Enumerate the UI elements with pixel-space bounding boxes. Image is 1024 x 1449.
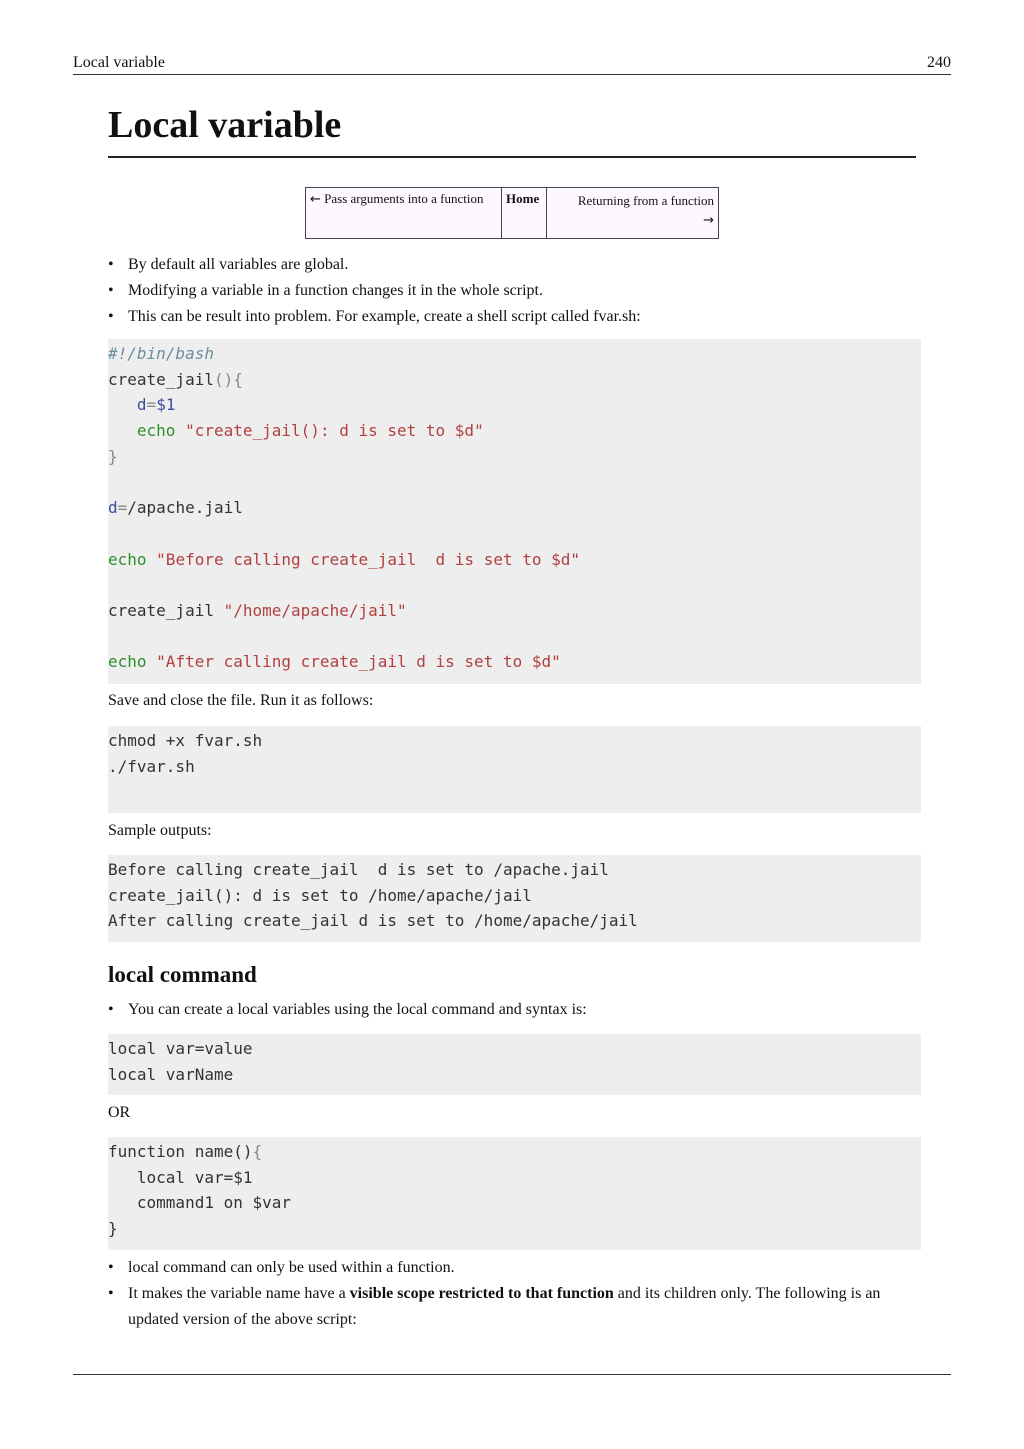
page-content: [108, 100, 921, 1328]
intro-bullet-list: [108, 252, 921, 330]
code-func-name: create_jail: [108, 369, 214, 389]
bold-phrase: visible scope restricted to that function: [349, 1285, 614, 1302]
nav-next-link[interactable]: [547, 188, 718, 238]
list-item: • local command can only be used within a function.: [108, 1255, 908, 1281]
nav-next-label: Returning from a function: [577, 193, 714, 208]
local-bullet-list: [108, 997, 921, 1023]
code-block-local-syntax: local var=value local varName: [108, 1034, 921, 1095]
nav-prev-label: Pass arguments into a function: [324, 191, 484, 206]
or-label: OR: [108, 1104, 131, 1121]
header-section-title: Local variable: [73, 54, 165, 71]
code-func-parens: (){: [213, 369, 243, 389]
code-string: "create_jail(): d is set to $d": [185, 421, 484, 441]
code-block-function: function name(){ local var=$1 command1 on $var }: [108, 1137, 921, 1250]
arrow-left-icon: ←: [310, 192, 321, 207]
code-var: d: [136, 395, 147, 415]
code-shebang: #!/bin/bash: [108, 344, 214, 363]
code-block-run: chmod +x fvar.sh ./fvar.sh: [108, 726, 921, 813]
list-item: • This can be result into problem. For example, create a shell script called fvar.sh:: [108, 304, 921, 330]
running-header: [73, 50, 951, 75]
list-item: • You can create a local variables using the local command and syntax is:: [108, 997, 921, 1023]
list-item: • Modifying a variable in a function changes it in the whole script.: [108, 278, 921, 304]
footer-rule: [73, 1374, 951, 1375]
section-heading-local-command: local command: [108, 962, 257, 987]
final-bullet-list: [108, 1255, 908, 1333]
arrow-right-icon: →: [703, 213, 714, 228]
save-instructions: Save and close the file. Run it as follows:: [108, 692, 374, 709]
navigation-box: [305, 187, 719, 239]
nav-home-link[interactable]: Home: [502, 188, 547, 238]
page-title: Local variable: [108, 100, 916, 158]
header-page-number: 240: [927, 54, 951, 71]
list-item: • By default all variables are global.: [108, 252, 921, 278]
code-block-output: Before calling create_jail d is set to /apache.jail create_jail(): d is set to /home/apache/jail After calling create_jail d is set to /home/apache/jail: [108, 855, 921, 942]
list-item: • It makes the variable name have a visible scope restricted to that function and its children only. The following is an updated version of the above script:: [108, 1281, 908, 1333]
sample-outputs-label: Sample outputs:: [108, 822, 212, 839]
nav-prev-link[interactable]: [306, 188, 502, 238]
code-block-fvar: #!/bin/bash create_jail(){ d=$1 echo "create_jail(): d is set to $d" } d=/apache.jail echo "Before calling create_jail d is set to $d" create_jail "/home/apache/jail" echo "After calling create_jail d is set to $d": [108, 339, 921, 684]
code-keyword: echo: [136, 421, 176, 441]
